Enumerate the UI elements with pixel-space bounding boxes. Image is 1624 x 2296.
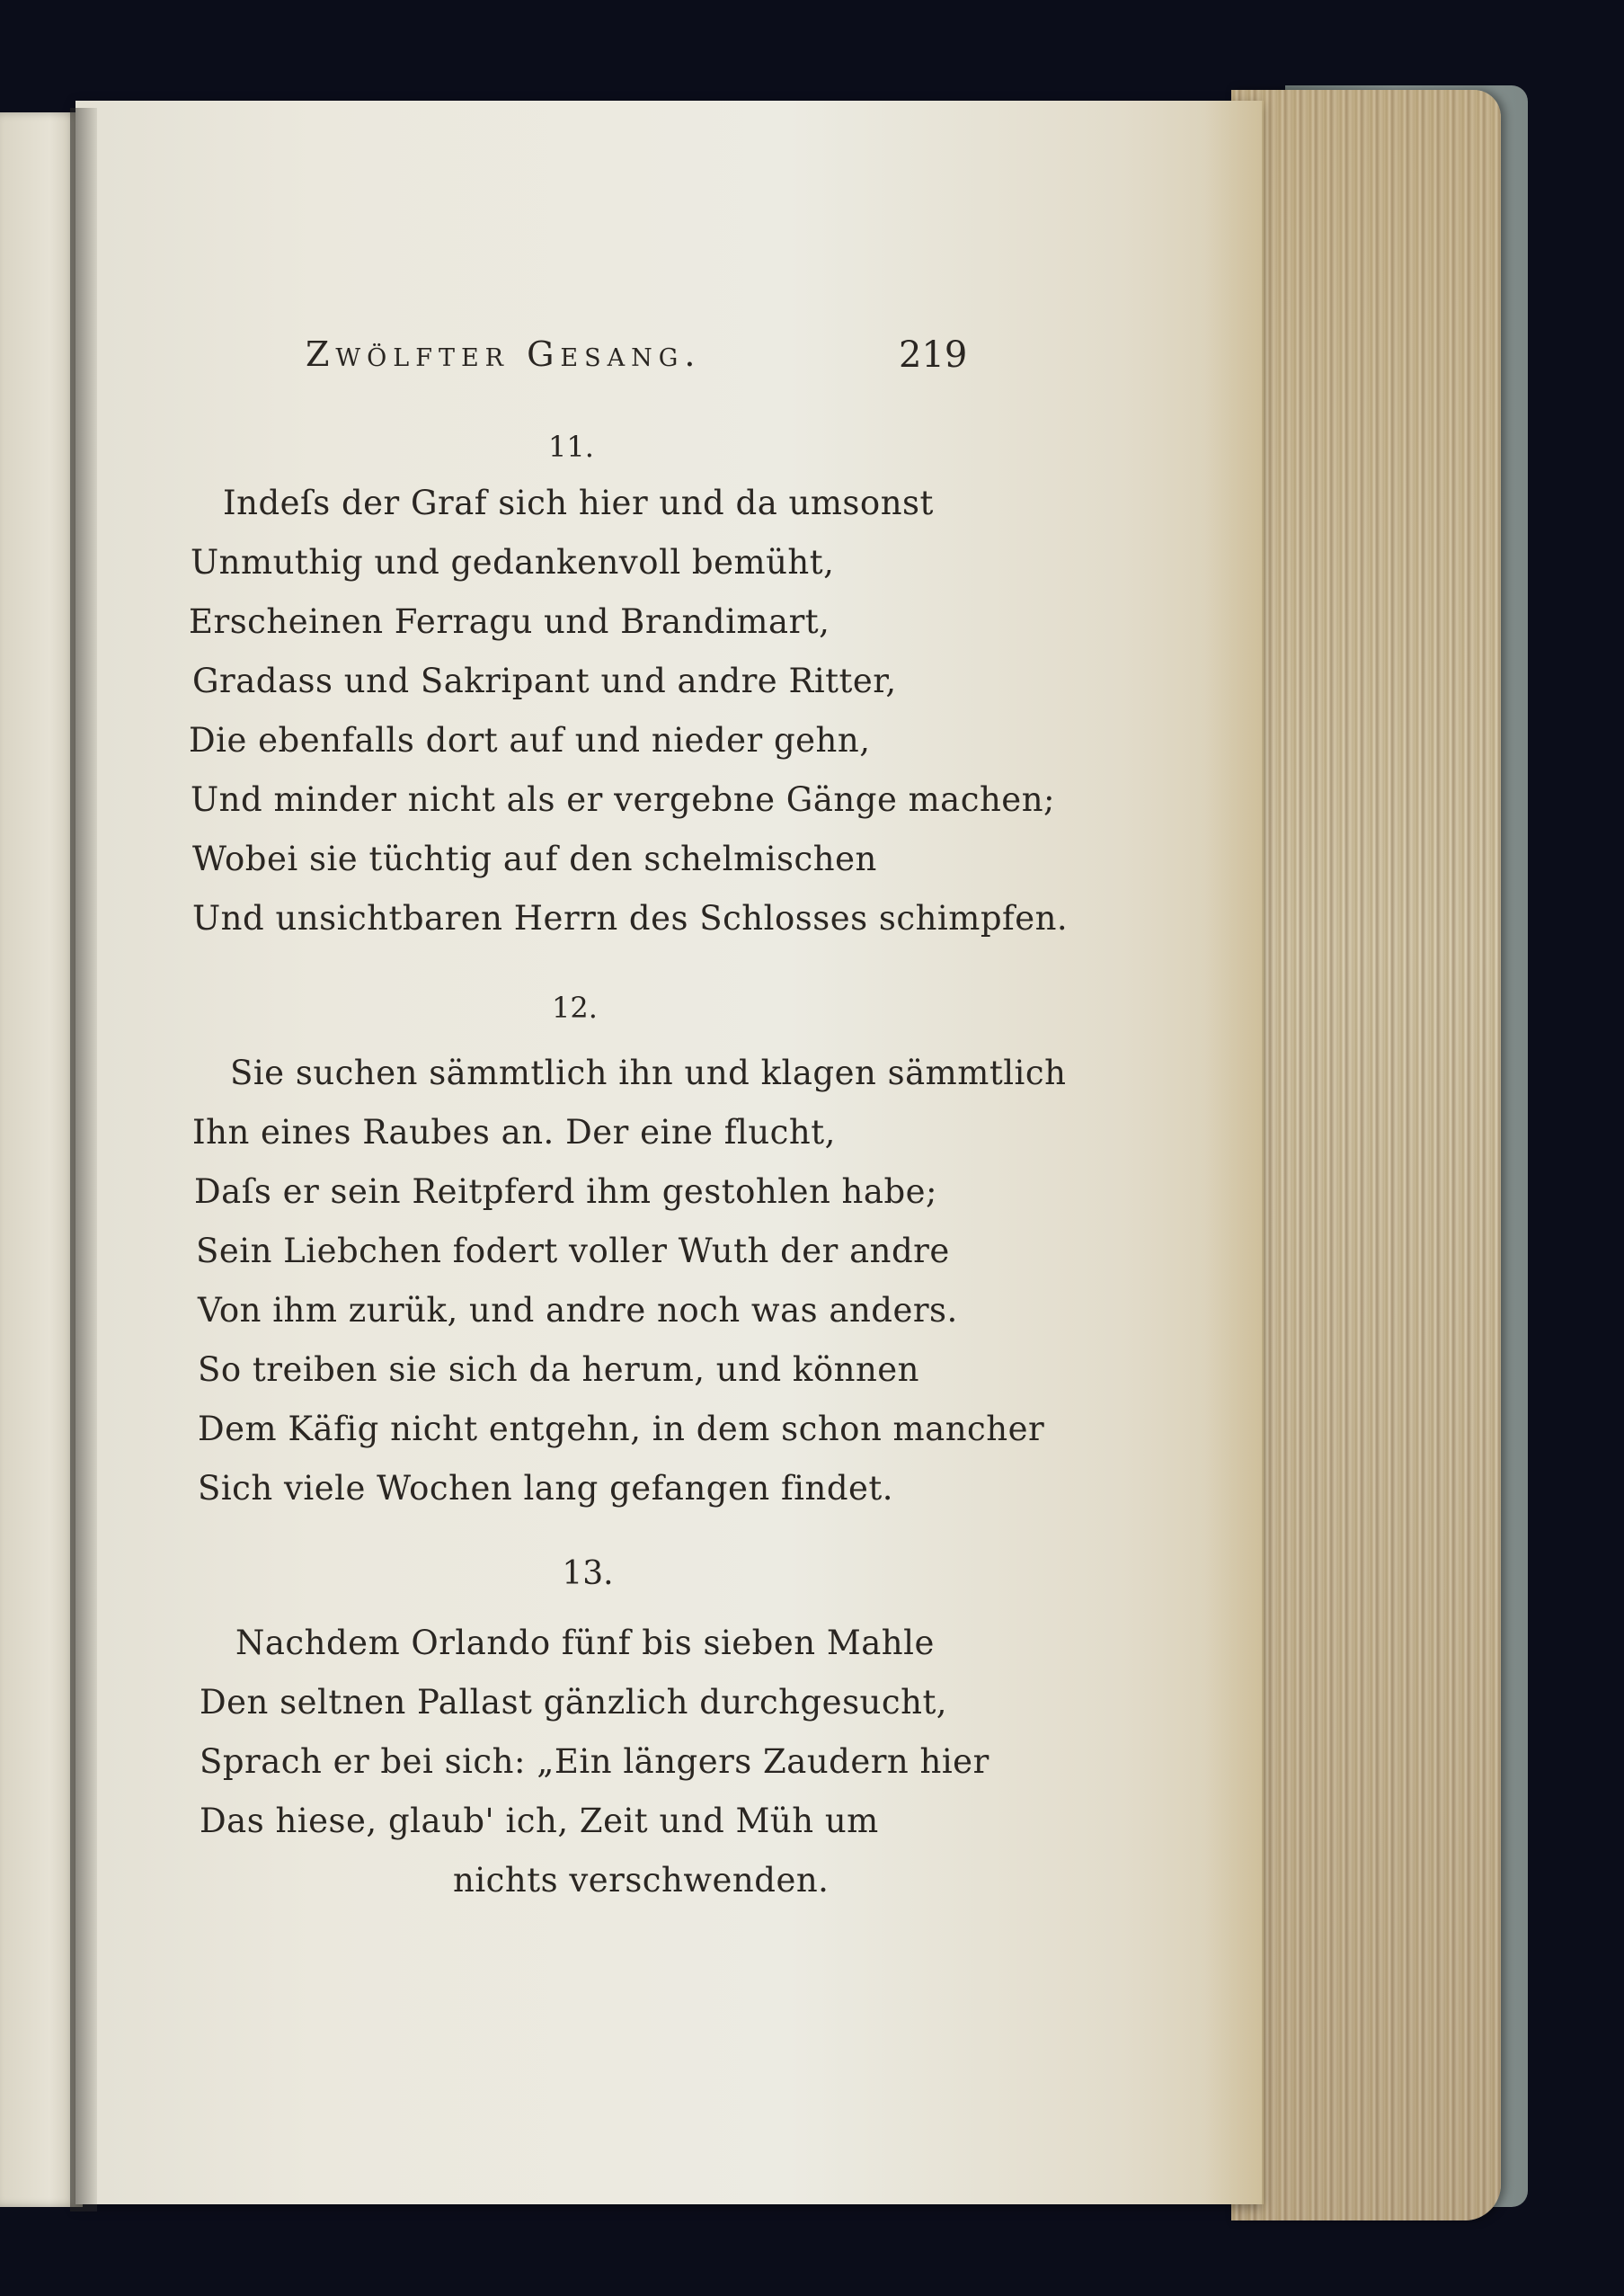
running-header (306, 334, 971, 374)
stanza-number: 13. (562, 1555, 614, 1592)
verse-line: Gradass und Sakripant und andre Ritter, (192, 662, 897, 700)
verse-segment: Erscheinen Ferragu und Brandimart, (189, 602, 830, 641)
verse-line: Sprach er bei sich: „Ein längers Zaudern hier (200, 1742, 989, 1781)
verse-line: Die ebenfalls dort auf und nieder gehn, (189, 721, 871, 760)
verse-line: Wobei sie tüchtig auf den schelmischen (192, 840, 877, 878)
stanza-number: 12. (552, 991, 598, 1025)
verse-line: Von ihm zurük, und andre noch was anders. (198, 1291, 958, 1330)
verse-line: Sie suchen sämmtlich ihn und klagen sämmtlich (230, 1054, 1067, 1092)
page-number: 219 (899, 334, 968, 376)
running-title: Zwölfter Gesang. (306, 334, 702, 374)
verse-line (189, 602, 830, 641)
verse-line: Ihn eines Raubes an. Der eine flucht, (192, 1113, 836, 1152)
verse-line: Unmuthig und gedankenvoll bemüht, (191, 543, 835, 582)
verse-line: Und minder nicht als er vergebne Gänge machen; (191, 780, 1055, 819)
verse-line: Daſs er sein Reitpferd ihm gestohlen habe; (194, 1172, 937, 1211)
verse-line: Den seltnen Pallast gänzlich durchgesucht, (200, 1683, 948, 1722)
verse-line: Sich viele Wochen lang gefangen findet. (198, 1469, 894, 1508)
stanza-number: 11. (548, 430, 594, 464)
verse-line: So treiben sie sich da herum, und können (198, 1350, 919, 1389)
verse-line: Das hiese, glaub' ich, Zeit und Müh um (200, 1802, 879, 1840)
verse-line: Sein Liebchen fodert voller Wuth der andre (196, 1232, 950, 1270)
gutter-shadow (70, 108, 97, 2211)
verse-line: nichts verschwenden. (453, 1861, 830, 1900)
page-fold-shadow (1204, 101, 1264, 2204)
verse-line: Nachdem Orlando fünf bis sieben Mahle (235, 1624, 935, 1662)
verse-line: Dem Käfig nicht entgehn, in dem schon mancher (198, 1410, 1045, 1448)
verse-line: Und unsichtbaren Herrn des Schlosses schimpfen. (192, 899, 1069, 938)
verse-line: Indeſs der Graf sich hier und da umsonst (223, 484, 934, 522)
page-edges-stain (1231, 90, 1501, 2220)
